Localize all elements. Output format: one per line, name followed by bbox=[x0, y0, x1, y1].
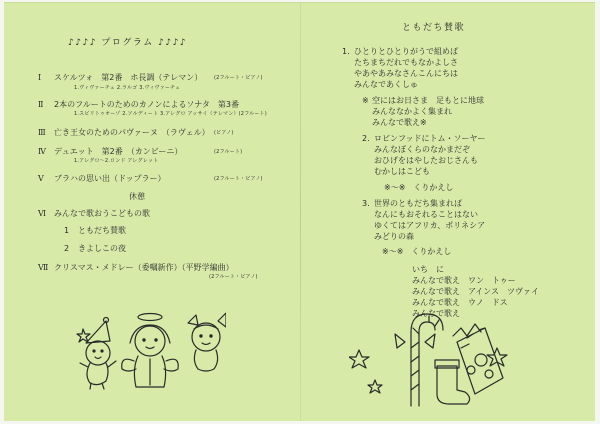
item-title: デュエット 第2番 （カンビーニ） bbox=[54, 147, 183, 156]
lyric-line: いち に bbox=[412, 265, 444, 274]
item-number: Ⅱ bbox=[38, 100, 44, 109]
page-fold bbox=[300, 3, 301, 421]
lyric-line: ゆくてはアフリカ、ポリネシア bbox=[374, 221, 486, 230]
program-sheet bbox=[4, 2, 595, 421]
song-title: きよしこの夜 bbox=[78, 244, 126, 253]
lyric-line: たちまちだれでもなかよしさ bbox=[354, 58, 458, 67]
item-movements: 1.アレグロ～2.ロンド アレグレット bbox=[74, 158, 159, 164]
lyric-line: ロビンフッドにトム・ソーヤー bbox=[374, 134, 486, 143]
repeat-instruction: ※～※ くりかえし bbox=[384, 183, 454, 192]
verse-number: 2. bbox=[362, 134, 370, 143]
lyric-line: みどりの森 bbox=[374, 232, 414, 241]
lyric-line: 世界のともだち集まれば bbox=[374, 199, 462, 208]
song-page-title: ともだち賛歌 bbox=[402, 23, 466, 33]
lyric-line: みんなぼくらのなかまだぞ bbox=[374, 145, 470, 154]
item-title: ブラハの思い出（ドップラー） bbox=[54, 174, 166, 183]
item-title: スケルツォ 第2番 ホ長調（テレマン） bbox=[54, 73, 203, 82]
lyric-line: みんなで歌え※ bbox=[372, 118, 427, 127]
lyric-line: むかしはこども bbox=[374, 167, 430, 176]
lyric-line: やあやあみなさんこんにちは bbox=[354, 69, 458, 78]
song-number: 2 bbox=[64, 244, 70, 253]
item-number: Ⅳ bbox=[38, 147, 46, 156]
item-number: Ⅶ bbox=[38, 263, 49, 272]
lyric-line: みんなで歌え ワン トゥー bbox=[412, 276, 516, 285]
intermission-label: 休憩 bbox=[129, 192, 145, 201]
item-number: Ⅴ bbox=[38, 174, 44, 183]
item-performer: (2フルート・ピアノ) bbox=[214, 75, 263, 81]
song-number: 1 bbox=[64, 226, 70, 235]
candy-cane-and-gift-illustration bbox=[349, 308, 514, 408]
item-performer: (2フルート・ピアノ) bbox=[214, 176, 263, 182]
lyric-line: ひとりとひとりがうで組めば bbox=[354, 47, 458, 56]
item-performer: (2フルート) bbox=[214, 149, 243, 155]
item-title: 2本のフルートのためのカノンによるソナタ 第3番 bbox=[54, 100, 239, 109]
item-performer: (ピアノ) bbox=[214, 130, 234, 136]
lyric-line: おひげをはやしたおじさんも bbox=[374, 156, 478, 165]
item-title: 亡き王女のためのパヴァーヌ （ラヴェル） bbox=[54, 128, 210, 137]
program-title: ♪♪♪♪ プログラム ♪♪♪♪ bbox=[68, 38, 188, 48]
lyric-line: 空にはお日さま 足もとに地球 bbox=[372, 96, 484, 105]
item-number: Ⅲ bbox=[38, 128, 46, 137]
lyric-line: みんなで歌え ウノ ドス bbox=[412, 298, 508, 307]
verse-number: 3. bbox=[362, 199, 370, 208]
angel-children-illustration bbox=[76, 303, 226, 395]
lyric-line: みんなで歌え bbox=[412, 309, 460, 318]
lyric-line: みんなであくしゅ bbox=[354, 80, 418, 89]
song-title: ともだち賛歌 bbox=[78, 226, 126, 235]
chorus-mark: ※ bbox=[362, 96, 369, 105]
item-title: みんなで歌おうこどもの歌 bbox=[54, 209, 150, 218]
repeat-instruction: ※～※ くりかえし bbox=[382, 247, 452, 256]
item-number: Ⅵ bbox=[38, 209, 47, 218]
item-number: Ⅰ bbox=[38, 73, 42, 82]
item-movements: 1.スピリトゥオーゾ 2.ソルディート 3.アレグロ アッサイ（テレマン）(2フルート) bbox=[74, 111, 267, 117]
item-title: クリスマス・メドレー（委嘱新作）（平野学編曲） bbox=[54, 263, 234, 272]
verse-number: 1. bbox=[342, 47, 350, 56]
item-performer: (2フルート・ピアノ) bbox=[209, 274, 258, 280]
item-movements: 1.ヴィヴァーチェ 2.ラルゴ 3.ヴィヴァーチェ bbox=[74, 85, 181, 91]
lyric-line: みんなで歌え アインス ツヴァイ bbox=[412, 287, 539, 296]
lyric-line: みんななかよく集まれ bbox=[372, 107, 452, 116]
lyric-line: なんにもおそれることはない bbox=[374, 210, 478, 219]
